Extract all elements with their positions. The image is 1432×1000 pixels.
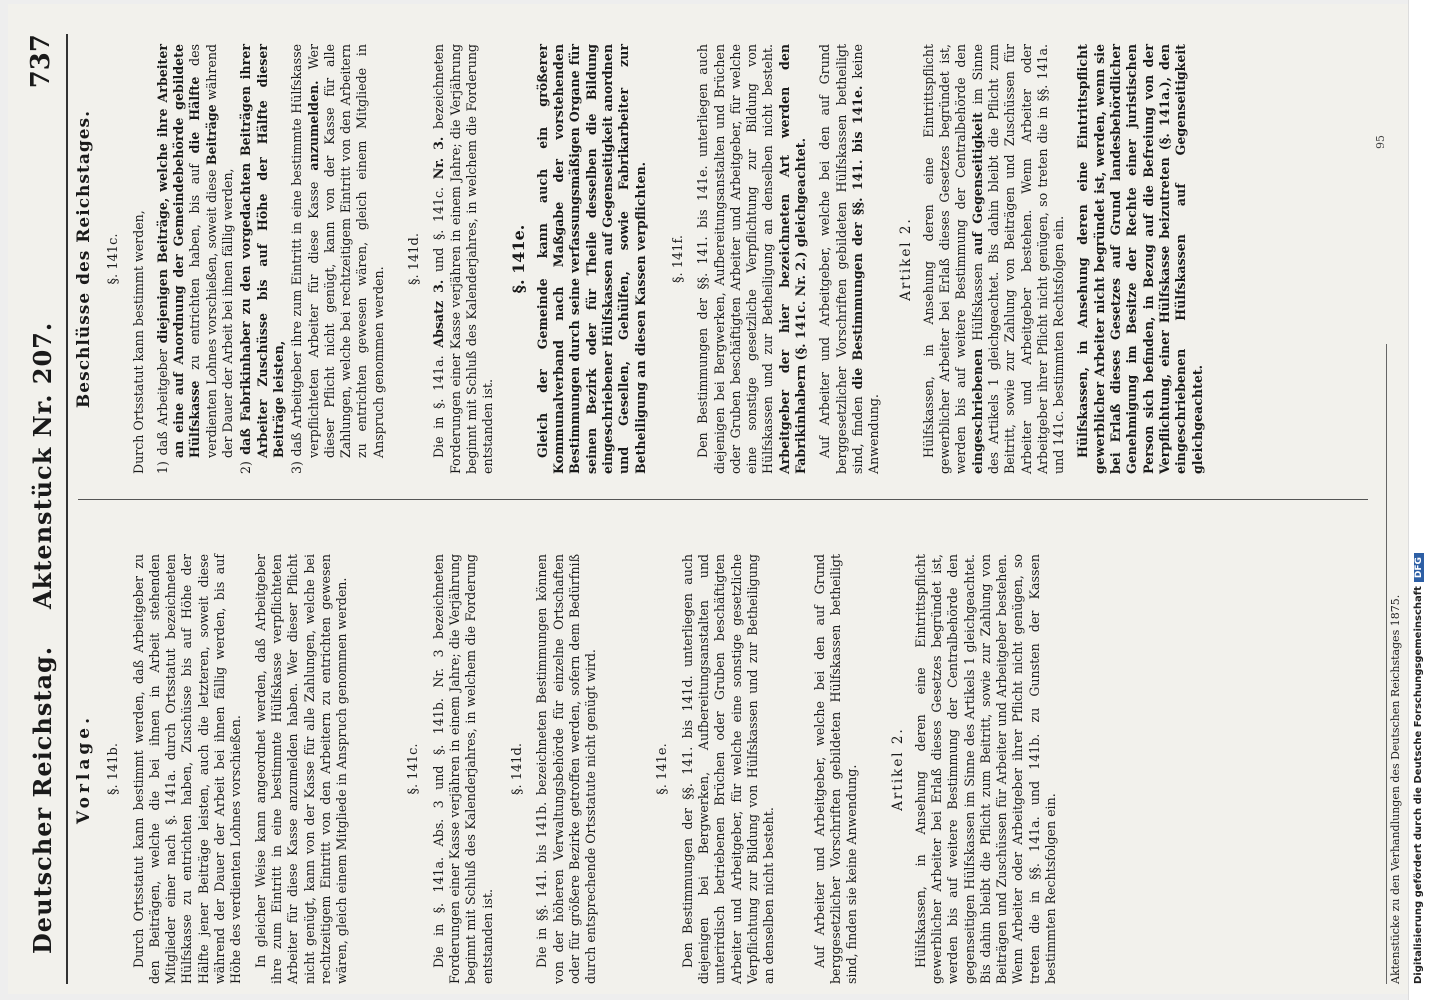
- dfg-logo-icon: DFG: [1414, 553, 1424, 582]
- page-header: [20, 34, 68, 984]
- funding-notice: Digitalisierung gefördert durch die Deutsche ForschungsgemeinschaftDFG: [1413, 0, 1429, 990]
- section-title: §. 141f.: [670, 234, 686, 284]
- paragraph: Die in §§. 141. bis 141b. bezeichneten Bestimmungen können von der höheren Verwaltungsbehörde für einzelne Ortschaften oder für größere Bezirke getroffen werden, sofern dem Bedürfniß durch entsprechende Ortsstatute nicht genügt wird.: [534, 554, 599, 984]
- header-left: Deutscher Reichstag.: [28, 645, 57, 954]
- list-item: 1) daß Arbeitgeber diejenigen Beiträge, welche ihre Arbeiter an eine auf Anordnung der Gemeindebehörde gebildete Hülfskasse zu entrichten haben, bis auf die Hälfte des verdienten Lohnes vorschießen, soweit diese Beiträge während der Dauer der Arbeit bei ihnen fällig werden,: [154, 43, 236, 474]
- section-title: §. 141d.: [407, 232, 423, 286]
- paragraph: Gleich der Gemeinde kann auch ein größerer Kommunalverband nach Maßgabe der vorstehenden Bestimmungen durch seine verfassungsmäßigen Organe für seinen Bezirk oder für Theile desselben die Bildung eingeschriebener Hülfskassen auf Gegenseitigkeit anordnen und Gesellen, Gehülfen, sowie Fabrikarbeiter zur Betheiligung an diesen Kassen verpflichten.: [534, 44, 648, 474]
- paragraph: Auf Arbeiter und Arbeitgeber, welche bei den auf Grund berggesetzlicher Vorschriften gebildeten Hülfskassen betheiligt sind, finden sie keine Anwendung.: [811, 554, 860, 984]
- paragraph: Den Bestimmungen der §§. 141. bis 141e. unterliegen auch diejenigen bei Bergwerken, Aufbereitungsanstalten und Brüchen oder Gruben beschäftigten Arbeiter und Arbeitgeber, für welche eine sonstige gesetzliche Verpflichtung zur Bildung von Hülfskassen und zur Betheiligung an denselben nicht besteht. Arbeitgeber der hier bezeichneten Art werden den Fabrikinhabern (§. 141c. Nr. 2.) gleichgeachtet.: [695, 44, 808, 474]
- section-title: §. 141d.: [509, 742, 525, 796]
- paragraph: Hülfskassen, in Ansehung deren eine Eintrittspflicht gewerblicher Arbeiter nicht begründet ist, werden, wenn sie bei Erlaß dieses Gesetzes auf Grund landesbehördlicher Genehmigung im Besitze der Rechte einer juristischen Person sich befinden, in Bezug auf die Befreiung von der Verpflichtung, einer Hülfskasse beizutreten (§. 141a.), den eingeschriebenen Hülfskassen auf Gegenseitigkeit gleichgeachtet.: [1075, 44, 1205, 474]
- scanned-page: [8, 4, 1408, 994]
- right-column: [76, 44, 1214, 474]
- funding-sidebar: [1408, 0, 1432, 1000]
- paragraph: Die in §. 141a. Absatz 3. und §. 141c. Nr. 3. bezeichneten Forderungen einer Kasse verjähren in einem Jahre; die Verjährung beginnt mit Schluß des Kalenderjahres, in welchem die Forderung entstanden ist.: [431, 44, 496, 474]
- paragraph: Den Bestimmungen der §§. 141. bis 141d. unterliegen auch diejenigen bei Bergwerken, Aufbereitungsanstalten und unterirdisch betriebenen Brüchen oder Gruben beschäftigten Arbeiter und Arbeitgeber, für welche eine sonstige gesetzliche Verpflichtung zur Bildung von Hülfskassen und zur Betheiligung an denselben nicht besteht.: [679, 554, 777, 984]
- section-title: §. 141c.: [406, 743, 422, 795]
- list-item: 3) daß Arbeitgeber ihre zum Eintritt in eine bestimmte Hülfskasse verpflichteten Arbeiter für diese Kasse anzumelden. Wer dieser Pflicht nicht genügt, kann von der Kasse für alle Zahlungen, welche bei rechtzeitigem Eintritt von den Arbeitern zu entrichten gewesen wären, gleich einem Mitgliede in Anspruch genommen werden.: [289, 44, 386, 474]
- column-divider: [78, 499, 1368, 500]
- paragraph: Auf Arbeiter und Arbeitgeber, welche bei den auf Grund berggesetzlicher Vorschriften gebildeten Hülfskassen betheiligt sind, finden die Bestimmungen der §§. 141. bis 141e. keine Anwendung.: [817, 43, 882, 474]
- right-column-heading: Beschlüsse des Reichstages.: [74, 109, 94, 409]
- page-number: 737: [26, 34, 56, 89]
- section-title: §. 141c.: [106, 233, 122, 285]
- rotated-text-frame: [8, 4, 1408, 994]
- paragraph: Hülfskassen, in Ansehung deren eine Eintrittspflicht gewerblicher Arbeiter bei Erlaß dieses Gesetzes begründet ist, werden bis auf weitere Bestimmung der Centralbehörde den gegenseitigen Hülfskassen im Sinne des Artikels 1 gleichgeachtet. Bis dahin bleibt die Pflicht zum Beitritt, sowie zur Zahlung von Beiträgen und Zuschüssen für Arbeiter und Arbeitgeber bestehen. Wenn Arbeiter oder Arbeitgeber ihrer Pflicht nicht genügen, so treten die in §§. 141a. und 141b. zu Gunsten der Kassen bestimmten Rechtsfolgen ein.: [912, 554, 1059, 984]
- page-mark: 95: [1374, 135, 1387, 149]
- paragraph: In gleicher Weise kann angeordnet werden, daß Arbeitgeber ihre zum Eintritt in eine bestimmte Hülfskasse verpflichteten Arbeiter für diese Kasse anzumelden haben. Wer dieser Pflicht nicht genügt, kann von der Kasse für alle Zahlungen, welche bei rechtzeitigem Eintritt von den Arbeitern zu entrichten gewesen wären, gleich einem Mitgliede in Anspruch genommen werden.: [252, 554, 350, 984]
- section-title: §. 141b.: [106, 742, 122, 796]
- paragraph: Durch Ortsstatut kann bestimmt werden,: [130, 210, 146, 474]
- section-title: §. 141e.: [508, 224, 528, 294]
- list-item: 2) daß Fabrikinhaber zu den vorgedachten Beiträgen ihrer Arbeiter Zuschüsse bis auf Höhe der Hälfte dieser Beiträge leisten,: [238, 44, 286, 474]
- article-title: Artikel 2.: [890, 727, 907, 811]
- header-center: Aktenstück Nr. 207.: [28, 321, 57, 609]
- paragraph: Die in §. 141a. Abs. 3 und §. 141b. Nr. 3 bezeichneten Forderungen einer Kasse verjähren in einem Jahre; die Verjährung beginnt mit Schluß des Kalenderjahres, in welchem die Forderung entstanden ist.: [430, 554, 495, 984]
- article-title: Artikel 2.: [898, 217, 915, 301]
- page-footer: Aktenstücke zu den Verhandlungen des Deutschen Reichstages 1875.: [1386, 344, 1402, 984]
- paragraph: Hülfskassen, in Ansehung deren eine Eintrittspflicht gewerblicher Arbeiter bei Erlaß dieses Gesetzes begründet ist, werden bis auf weitere Bestimmung der Centralbehörde den eingeschriebenen Hülfskassen auf Gegenseitigkeit im Sinne des Artikels 1 gleichgeachtet. Bis dahin bleibt die Pflicht zum Beitritt, sowie zur Zahlung von Beiträgen und Zuschüssen für Arbeiter und Arbeitgeber bestehen. Wenn Arbeiter oder Arbeitgeber ihrer Pflicht nicht genügen, so treten die in §§. 141a. und 141c. bestimmten Rechtsfolgen ein.: [920, 43, 1067, 474]
- left-column-heading: Vorlage.: [74, 713, 94, 825]
- paragraph: Durch Ortsstatut kann bestimmt werden, daß Arbeitgeber zu den Beiträgen, welche die bei ihnen in Arbeit stehenden Mitglieder einer nach §. 141a. durch Ortsstatut bezeichneten Hülfskasse zu entrichten haben, Zuschüsse bis auf Höhe der Hälfte jener Beiträge leisten, auch die letzteren, soweit diese während der Dauer der Arbeit bei ihnen fällig werden, bis auf Höhe des verdienten Lohnes vorschießen.: [130, 554, 244, 984]
- section-title: §. 141e.: [655, 743, 671, 795]
- left-column: [76, 554, 1067, 984]
